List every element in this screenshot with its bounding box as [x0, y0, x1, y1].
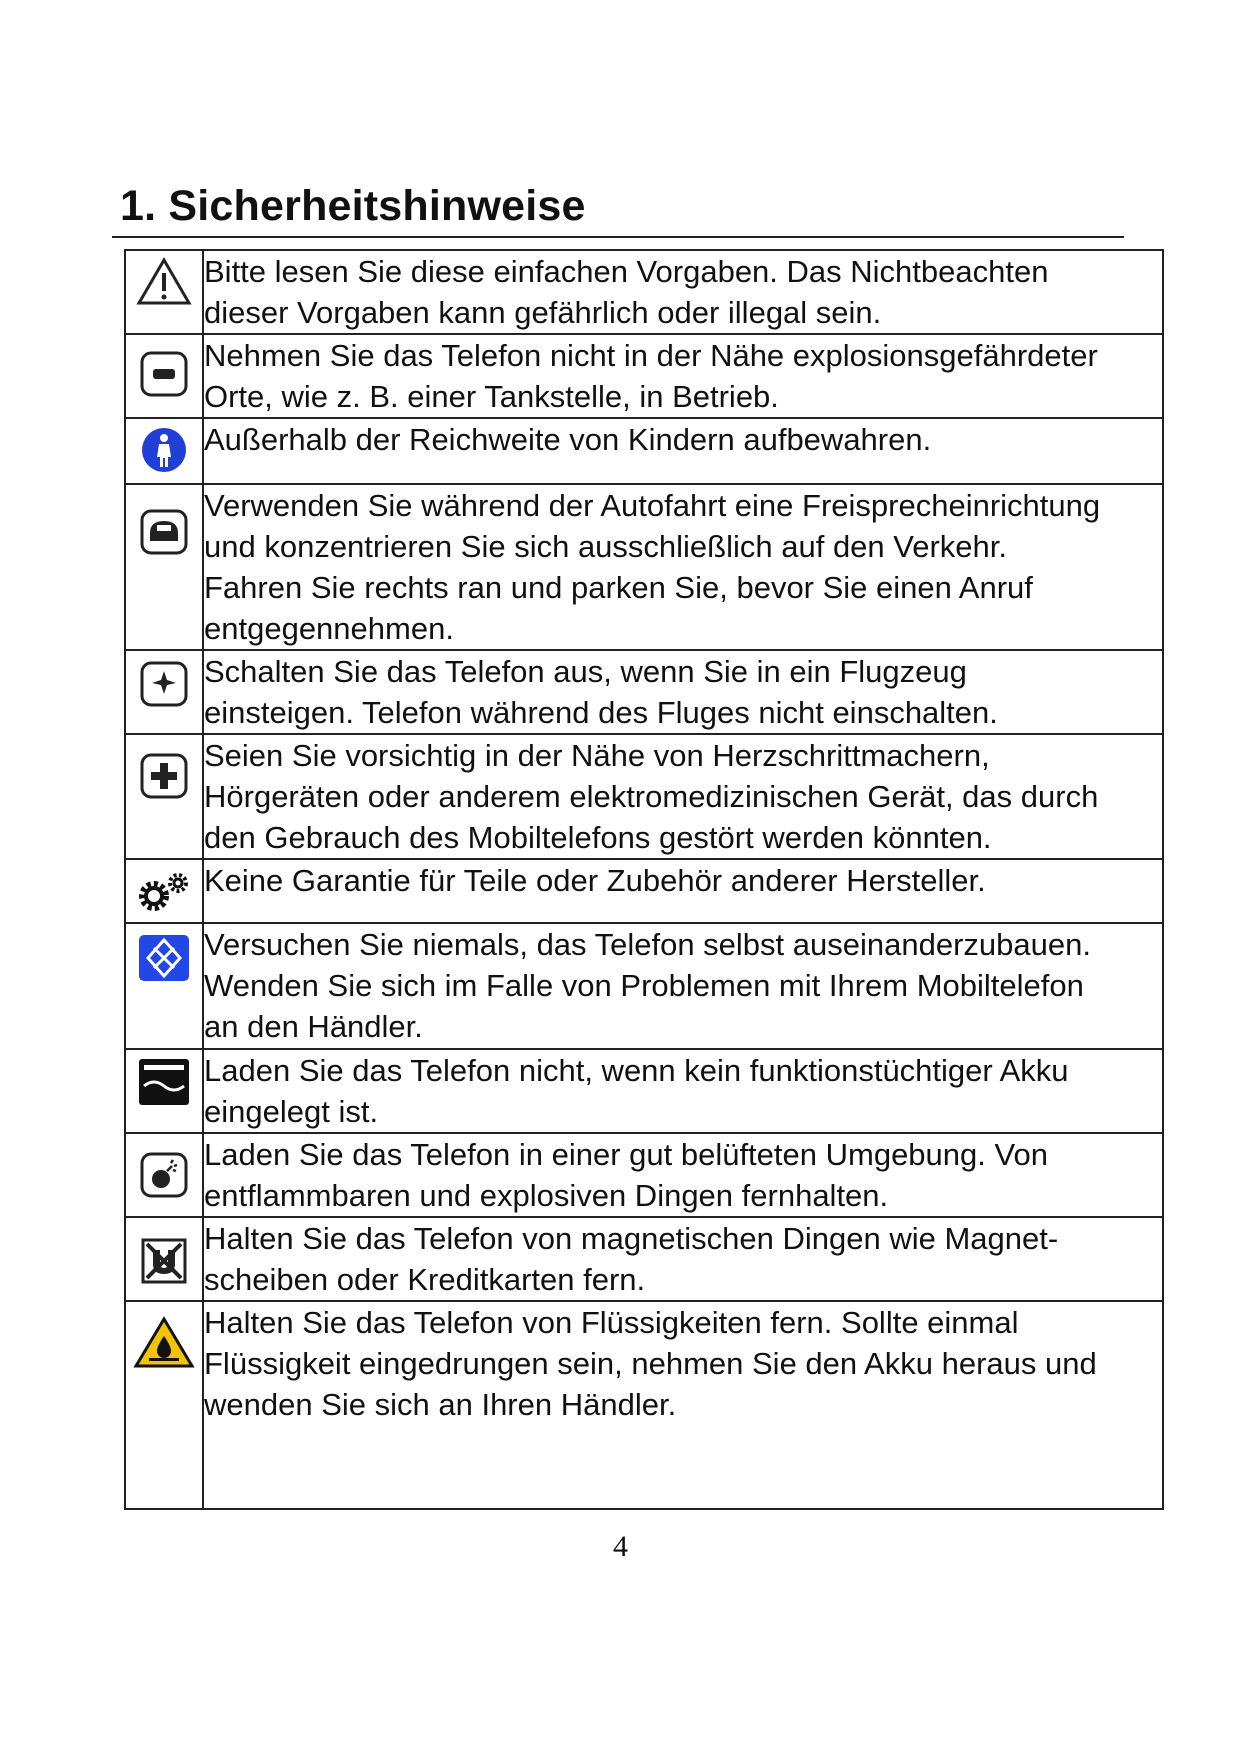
table-row: [125, 334, 1163, 418]
notice-text: Halten Sie das Telefon von magnetischen Dingen wie Magnet- scheiben oder Kreditkarten fern.: [203, 1217, 1163, 1301]
child-safety-icon: [126, 419, 202, 475]
heading-divider: [112, 236, 1124, 238]
table-row: [125, 250, 1163, 334]
notice-text: Außerhalb der Reichweite von Kindern aufbewahren.: [203, 418, 1163, 484]
notice-icon-cell: [125, 484, 203, 650]
notice-text: Schalten Sie das Telefon aus, wenn Sie in ein Flugzeug einsteigen. Telefon während des Fluges nicht einschalten.: [203, 650, 1163, 734]
car-driving-icon: [126, 485, 202, 557]
table-row: [125, 1301, 1163, 1509]
notice-icon-cell: [125, 1049, 203, 1133]
notice-icon-cell: [125, 418, 203, 484]
notice-icon-cell: [125, 1217, 203, 1301]
notice-text: Halten Sie das Telefon von Flüssigkeiten fern. Sollte einmal Flüssigkeit eingedrungen sein, nehmen Sie den Akku heraus und wenden Sie sich an Ihren Händler.: [203, 1301, 1163, 1509]
gears-icon: [126, 860, 202, 916]
section-heading: 1. Sicherheitshinweise: [120, 182, 586, 230]
notice-text: Versuchen Sie niemals, das Telefon selbst auseinanderzubauen. Wenden Sie sich im Falle von Problemen mit Ihrem Mobiltelefon an den Händler.: [203, 923, 1163, 1049]
notice-icon-cell: [125, 1301, 203, 1509]
notice-icon-cell: [125, 859, 203, 923]
table-row: [125, 484, 1163, 650]
no-magnet-icon: [126, 1218, 202, 1286]
table-row: [125, 1133, 1163, 1217]
table-row: [125, 1049, 1163, 1133]
notice-text: Laden Sie das Telefon in einer gut belüfteten Umgebung. Von entflammbaren und explosiven Dingen fernhalten.: [203, 1133, 1163, 1217]
notice-text: Bitte lesen Sie diese einfachen Vorgaben. Das Nichtbeachten dieser Vorgaben kann gefährlich oder illegal sein.: [203, 250, 1163, 334]
airplane-icon: [126, 651, 202, 709]
notice-icon-cell: [125, 1133, 203, 1217]
table-row: [125, 859, 1163, 923]
warning-triangle-icon: [126, 251, 202, 307]
notice-text: Verwenden Sie während der Autofahrt eine Freisprecheinrichtung und konzentrieren Sie sich ausschließlich auf den Verkehr. Fahren Sie rechts ran und parken Sie, bevor Sie einen Anruf entgegennehmen.: [203, 484, 1163, 650]
table-row: [125, 923, 1163, 1049]
explosive-bomb-icon: [126, 1134, 202, 1200]
table-row: [125, 1217, 1163, 1301]
table-row: [125, 734, 1163, 859]
notice-icon-cell: [125, 734, 203, 859]
do-not-disassemble-icon: [126, 924, 202, 984]
table-row: [125, 418, 1163, 484]
no-fuel-station-icon: [126, 335, 202, 399]
medical-cross-icon: [126, 735, 202, 801]
battery-charging-icon: [126, 1050, 202, 1108]
notice-icon-cell: [125, 334, 203, 418]
page-number: 4: [613, 1530, 628, 1563]
liquid-warning-icon: [126, 1302, 202, 1370]
notice-text: Nehmen Sie das Telefon nicht in der Nähe explosionsgefährdeter Orte, wie z. B. einer Tankstelle, in Betrieb.: [203, 334, 1163, 418]
table-row: [125, 650, 1163, 734]
notice-icon-cell: [125, 923, 203, 1049]
notice-text: Laden Sie das Telefon nicht, wenn kein funktionstüchtiger Akku eingelegt ist.: [203, 1049, 1163, 1133]
notice-text: Seien Sie vorsichtig in der Nähe von Herzschrittmachern, Hörgeräten oder anderem elektromedizinischen Gerät, das durch den Gebrauch des Mobiltelefons gestört werden könnten.: [203, 734, 1163, 859]
safety-notices-table: [124, 249, 1164, 1510]
notice-text: Keine Garantie für Teile oder Zubehör anderer Hersteller.: [203, 859, 1163, 923]
notice-icon-cell: [125, 650, 203, 734]
notice-icon-cell: [125, 250, 203, 334]
